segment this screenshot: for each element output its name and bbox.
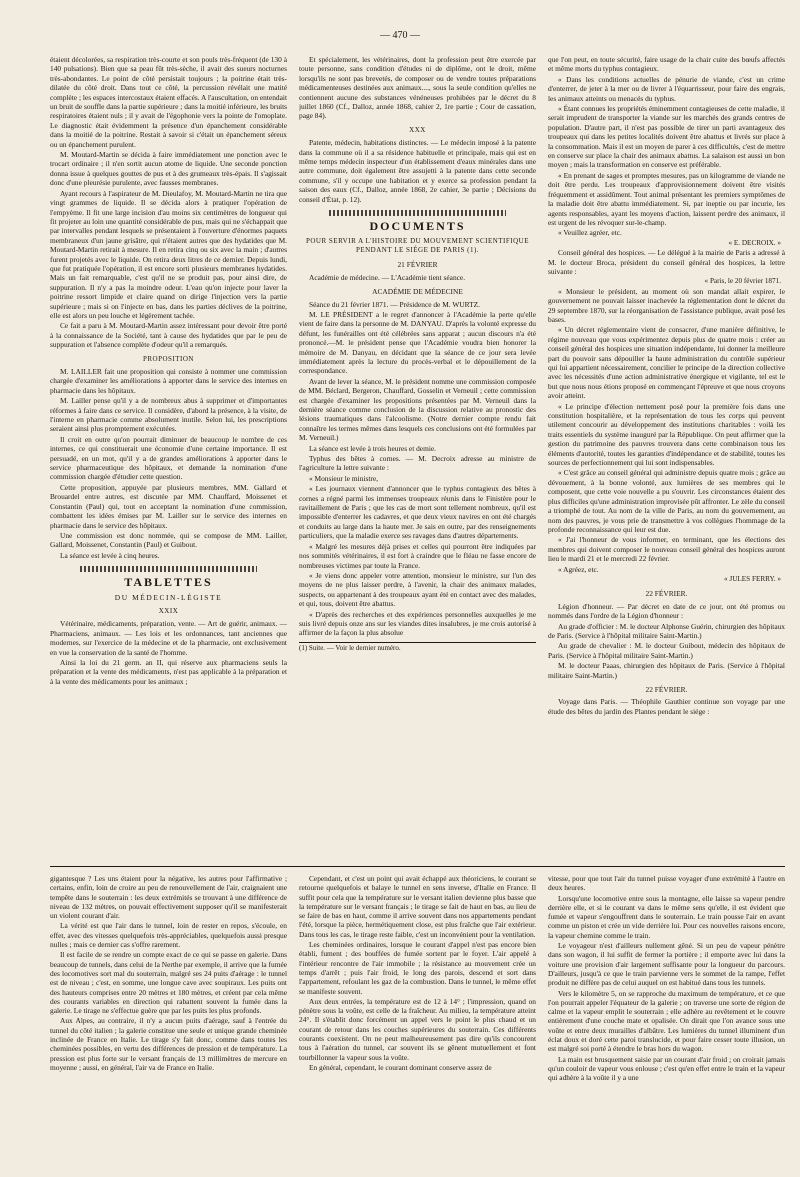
- paragraph: Aux deux entrées, la température est de 12 à 14° ; l'impression, quand on pénètre sous la voûte, est celle de la fraîcheur. Au milieu, la température atteint 24°. Il s'établit donc forcément un appel vers le point le plus chaud et un courant de retour dans les couches supérieures du souterrain. Ces différents courants coexistent. On ne peut malheureusement pas dire qu'ils concourent tous à l'aération du tunnel, car souvent ils se gênent mutuellement et font tourbillonner la vapeur sous la voûte.: [299, 996, 536, 1062]
- letter-date: « Paris, le 20 février 1871.: [704, 277, 781, 286]
- paragraph: La séance est levée à cinq heures.: [60, 550, 160, 560]
- section-number: XXX: [409, 125, 426, 134]
- paragraph: Il est facile de se rendre un compte exact de ce qui se passe en galerie. Dans beaucoup de tunnels, dans celui de la Nerthe par exemple, il arrive que la fumée des locomotives sort mal du souterrain, malgré ses 24 puits d'aérage : le tunnel est de niveau ; c'est, en somme, une longue cave avec soupiraux. Les puits ont des hauteurs comprises entre 20 mètres et 180 mètres, et créent par cela même des courants variables en direction qui rabattent souvent la fumée dans la galerie. Le tirage ne s'effectue guère que par les puits les plus profonds.: [50, 950, 287, 1016]
- paragraph: gigantesque ? Les uns étaient pour la négative, les autres pour l'affirmative ; certains, enfin, loin de croire au peu de renouvellement de l'air, craignaient une tempête dans le souterrain : les deux extrémités se trouvant à une différence de niveau de 132 mètres, on pouvait effectivement supposer qu'il se manifesterait un violent courant d'air.: [50, 874, 287, 921]
- paragraph: M. Lailler pense qu'il y a de nombreux abus à supprimer et d'importantes réformes à faire dans ce service. Il considère, d'abord la présence, à la visite, de l'interne en pharmacie comme absolument inutile. Selon lui, les prescriptions seraient ainsi plus promptement exécutées.: [50, 396, 287, 434]
- section-subheading: POUR SERVIR A L'HISTOIRE DU MOUVEMENT SCIENTIFIQUE PENDANT LE SIÉGE DE PARIS (1).: [305, 236, 529, 254]
- paragraph: « Dans les conditions actuelles de pénurie de viande, c'est un crime d'enterrer, de jeter à la mer ou de livrer à l'équarrisseur, pour faire des engrais, les animaux atteints ou menacés du typhus.: [548, 74, 785, 103]
- paragraph: Ayant recours à l'aspirateur de M. Dieulafoy, M. Moutard-Martin ne tira que vingt grammes de liquide. Il se décida alors à pratiquer l'opération de l'empyème. Il fit une large incision d'au moins six centimètres de longueur qui fit projeter au loin une quantité considérable de pus, mais qui ne s'échappait que par intervalles pendant lesquels se présentaient à l'ouverture d'énormes paquets membraneux d'un jaune grisâtre, qui n'étaient autres que des hydatides que M. Moutard-Martin retirait à mesure. Il en retira cinq ou six avec la main ; d'autres furent projetés avec le liquide. On retira deux litres de ce dernier. Depuis lundi, que fut pratiquée l'opération, il est encore sorti plusieurs membranes hydatides. Mais un fait remarquable, c'est qu'il ne se produit pas, pour ainsi dire, de suppuration. Il n'y a pas la moindre odeur. L'eau qu'on injecte pour laver la poitrine ressort limpide et claire quand on dirige l'injection vers la partie supérieure ; mais si on l'injecte en bas, dans les parties déclives de la poitrine, elle est alors un peu louche et légèrement tachée.: [50, 188, 287, 320]
- paragraph: « Malgré les mesures déjà prises et celles qui pourront être indiquées par nos sommités vétérinaires, il est fort à craindre que le fléau ne fasse encore de nombreuses victimes par toute la France.: [299, 541, 536, 570]
- paragraph: « Veuillez agréer, etc.: [558, 228, 622, 238]
- paragraph: Conseil général des hospices. — Le délégué à la mairie de Paris a adressé à M. le docteur Broca, président du conseil général des hospices, la lettre suivante :: [548, 248, 785, 276]
- paragraph: La vérité est que l'air dans le tunnel, loin de rester en repos, s'écoule, en effet, avec des vitesses quelquefois très-appréciables, quelquefois aussi presque nulles ; mais ce dernier cas s'offre rarement.: [50, 921, 287, 950]
- paragraph: Typhus des bêtes à cornes. — M. Decroix adresse au ministre de l'agriculture la lettre suivante :: [299, 454, 536, 473]
- paragraph: Légion d'honneur. — Par décret en date de ce jour, ont été promus ou nommés dans l'ordre de la Légion d'honneur :: [548, 601, 785, 621]
- section-heading-tablettes: TABLETTES: [124, 575, 213, 590]
- paragraph: « Un décret réglementaire vient de consacrer, d'une manière définitive, le régime nouveau que vous expérimentez depuis plus de quatre mois : créer au conseil général des hospices une situation indépendante, lui donner la meilleure part du pouvoir sans dépouiller la haute administration du contrôle supérieur qui lui appartient nécessairement, concilier le principe de la direction collective avec les nécessités d'une action administrative énergique et vigilante, tel est le but que nous nous étions proposé en commençant l'épreuve et que nous croyons avoir atteint.: [548, 325, 785, 401]
- paragraph: Il croit en outre qu'on pourrait diminuer de beaucoup le nombre de ces internes, ce qui constituerait une économie d'une certaine importance. Il est persuadé, en un mot, qu'il y a de grandes améliorations à apporter dans le service pharmaceutique des hôpitaux, et demande la nomination d'une commission chargée d'étudier cette question.: [50, 434, 287, 482]
- paragraph: « Les journaux viennent d'annoncer que le typhus contagieux des bêtes à cornes a régné parmi les immenses troupeaux réunis dans le Finistère pour le ravitaillement de Paris ; que les cas de mort sont tellement nombreux, qu'il est impossible d'enterrer les cadavres, et que deux vieux navires en ont été chargés et conduits au large dans la haute mer. Je sais en outre, par des renseignements particuliers, que la maladie exerce ses ravages dans d'autres départements.: [299, 484, 536, 541]
- horizontal-rule: [50, 866, 785, 867]
- section-number: XXIX: [158, 606, 179, 615]
- paragraph: La séance est levée à trois heures et demie.: [309, 443, 437, 453]
- paragraph: Le voyageur n'est d'ailleurs nullement gêné. Si un peu de vapeur pénètre dans son wagon, il lui suffit de fermer la portière ; il emporte avec lui dans la voiture une provision d'air largement suffisante pour la longueur du parcours. D'ailleurs, jusqu'à ce que le train parvienne vers le sommet de la rampe, l'effet produit ne diffère pas de celui auquel on est habitué dans tous les tunnels.: [548, 941, 785, 988]
- paragraph: La main est brusquement saisie par un courant d'air froid ; on croirait jamais qu'un couloir de vapeur vous enlouse ; c'est qu'en effet entre le train et la vapeur qui adhère à la voûte il y a une: [548, 1054, 785, 1083]
- paragraph: « Agréez, etc.: [558, 564, 599, 574]
- paragraph: Lorsqu'une locomotive entre sous la montagne, elle laisse sa vapeur pendre derrière elle, et si le courant va dans le même sens qu'elle, il est évident que fumée et vapeur s'engouffrent dans le souterrain. Le train pousse l'air en avant comme un piston et crée un vide derrière lui. Pour ces nouvelles raisons encore, la vapeur chemine comme le train.: [548, 893, 785, 940]
- paragraph: « Monsieur le ministre,: [309, 473, 378, 483]
- column-1: [50, 55, 287, 862]
- date-heading: 21 FÉVRIER: [397, 260, 438, 270]
- lower-column-2: [299, 874, 536, 1169]
- page-number: — 470 —: [380, 30, 420, 41]
- paragraph: Voyage dans Paris. — Théophile Gauthier continue son voyage par une étude des bêtes du jardin des Plantes pendant le siége :: [548, 697, 785, 716]
- signature: « E. DECROIX. »: [728, 238, 781, 247]
- paragraph: Cependant, et c'est un point qui avait échappé aux théoriciens, le courant se retourne quelquefois et balaye le tunnel en sens inverse, d'Italie en France. Il suffit pour cela que la température sur le versant italien devienne plus basse que la température sur le versant français ; le tirage se fait de haut en bas, au lieu de se faire de bas en haut, comme il arrive souvent dans nos appartements pendant l'été, lorsque la pièce, hermétiquement close, est plus fraîche que l'air extérieur. Dans tous les cas, le tirage reste faible, c'est un inconvénient pour la ventilation.: [299, 874, 536, 939]
- paragraph: M. LE PRÉSIDENT a le regret d'annoncer à l'Académie la perte qu'elle vient de faire dans la personne de M. DANYAU. D'après la volonté expresse du défunt, les funérailles ont été célébrées sans apparat ; aucun discours n'a été prononcé.—M. le président pense que l'Académie voudra bien honorer la mémoire de M. Danyau, en décidant que la séance de ce jour sera levée immédiatement après la lecture du procès-verbal et le dépouillement de la correspondance.: [299, 309, 536, 376]
- paragraph: « J'ai l'honneur de vous informer, en terminant, que les élections des membres qui doivent composer le nouveau conseil général des hospices auront lieu le mardi 21 et le mercredi 22 février.: [548, 535, 785, 564]
- ornament-divider: [329, 210, 506, 216]
- date-heading: 22 FÉVRIER.: [645, 589, 688, 599]
- paragraph: « Étant connues les propriétés éminemment contagieuses de cette maladie, il serait imprudent de transporter la viande sur les marchés des grands centres de population. D'autre part, il n'est pas possible de tirer un parti avantageux des troupeaux qui dans les petites localités doivent être abattus et livrés sur place à la consommation. Mais il est un moyen de parer à ces difficultés, c'est de mettre en conserve sur place la chair des animaux abattus. La salaison est aussi un bon moyen ; mais la transformation en conserve est préférable.: [548, 104, 785, 170]
- paragraph: M. LAILLER fait une proposition qui consiste à nommer une commission chargée d'examiner les améliorations à apporter dans le service des internes en pharmacie dans les hôpitaux.: [50, 367, 287, 395]
- paragraph: « Monsieur le président, au moment où son mandat allait expirer, le gouvernement ne pouvait laisser inachevée la réglementation dont le décret du 29 septembre 1870, sur la réorganisation de l'assistance publique, avait posé les bases.: [548, 286, 785, 324]
- paragraph: Ainsi la loi du 21 germ. an II, qui réserve aux pharmaciens seuls la préparation et la vente des médicaments, n'est pas applicable à la préparation et à la vente des médicaments pour les animaux ;: [50, 657, 287, 686]
- upper-columns: [50, 55, 785, 862]
- paragraph: Avant de lever la séance, M. le président nomme une commission composée de MM. Béclard, Bergeron, Chauffard, Gosselin et Verneuil ; cette commission est chargée d'examiner les propositions présentées par M. Verneuil dans la dernière séance comme conclusion de la discussion relative au pronostic des lésions traumatiques dans l'alcoolisme. (Notre dernier compte rendu fait connaître les termes mêmes dans lesquels ces conclusions ont été formulées par M. Verneuil.): [299, 376, 536, 443]
- paragraph: Patente, médecin, habitations distinctes. — Le médecin imposé à la patente dans la commune où il a sa résidence habituelle et principale, mais qui est en même temps médecin inspecteur d'un établissement d'eaux minérales dans une autre commune, doit également être assujetti à la patente dans cette seconde commune, s'il y occupe une habitation et y exerce sa profession pendant la saison des eaux (Cf., Dalloz, année 1868, 2e cahier, 3e partie ; Décisions du conseil d'État, p. 12).: [299, 138, 536, 204]
- paragraph: « Je viens donc appeler votre attention, monsieur le ministre, sur l'un des moyens de ne plus laisser perdre, à l'avenir, la chair des animaux malades, suspects, ou appartenant à des troupeaux ayant été en contact avec des malades, et qui, tous, doivent être abattus.: [299, 570, 536, 609]
- paragraph: Vétérinaire, médicaments, préparation, vente. — Art de guérir, animaux. — Pharmaciens, animaux. — Les lois et les ordonnances, tant anciennes que modernes, sur l'exercice de la médecine et de la pharmacie, ont exclusivement en vue la conservation de la santé de l'homme.: [50, 619, 287, 657]
- paragraph: « C'est grâce au conseil général qui administre depuis quatre mois ; grâce au dévouement, à la bonne volonté, aux lumières de ses membres qui le composent, que cette voie nouvelle a pu s'ouvrir. Les circonstances étaient des plus difficiles qu'une administration improvisée pût affronter. Le zèle du conseil a triomphé de tout. Au nom de la ville de Paris, au nom du gouvernement, au nom des pauvres, je vous prie de transmettre à vos collègues l'hommage de la profonde reconnaissance qui leur est due.: [548, 468, 785, 534]
- column-2: [299, 55, 536, 862]
- section-subheading: DU MÉDECIN-LÉGISTE: [114, 592, 223, 602]
- paragraph: Aux Alpes, au contraire, il n'y a aucun puits d'aérage, sauf à l'entrée du tunnel du côté italien ; la galerie constitue une seule et unique grande cheminée inclinée de France en Italie. Le tirage s'y fait donc, comme dans toutes les cheminées possibles, en vertu des différences de pression et de température. La pression est plus forte sur le versant français de 13 millimètres de mercure en moyenne ; aussi, en général, l'air va de France en Italie.: [50, 1016, 287, 1072]
- paragraph: M. Moutard-Martin se décida à faire immédiatement une ponction avec le trocart ordinaire ; il n'en sortit aucun atome de liquide. Une seconde ponction donna issue à quelques gouttes de pus et à des grumeaux très-épais. Il s'agissait donc d'une pleurésie purulente, avec fausses membranes.: [50, 150, 287, 188]
- section-heading-documents: DOCUMENTS: [369, 219, 466, 234]
- paragraph: Une commission est donc nommée, qui se compose de MM. Lailler, Gallard, Moissenet, Constantin (Paul) et Guibout.: [50, 530, 287, 550]
- paragraph: étaient décolorées, sa respiration très-courte et son pouls très-fréquent (de 130 à 140 pulsations). Bien que sa peau fût très-sèche, il avait des sueurs nocturnes très-abondantes. Le point de côté persistait toujours ; la poitrine était très-dilatée du côté droit. Dans tout ce côté, la percussion révélait une matité complète ; les espaces intercostaux étaient effacés. A l'auscultation, on entendait un bruit de souffle dans la partie supérieure ; dans la moitié inférieure, les bruits respiratoires étaient nuls ; il y avait de l'égophonie vers la pointe de l'omoplate. Le diagnostic était évidemment la présence d'un épanchement considérable dans la moitié de la poitrine. Restait à savoir si c'était un épanchement séreux ou un épanchement purulent.: [50, 55, 287, 149]
- paragraph: Ce fait a paru à M. Moutard-Martin assez intéressant pour devoir être porté à la connaissance de la Société, tant à cause des hydatides que par le peu de suppuration et l'absence complète d'odeur qu'il a remarqués.: [50, 321, 287, 350]
- paragraph: que l'on peut, en toute sécurité, faire usage de la chair cuite des bœufs affectés et même morts du typhus contagieux.: [548, 55, 785, 74]
- paragraph: Au grade de chevalier : M. le docteur Guibout, médecin des hôpitaux de Paris. (Service à l'hôpital militaire Saint-Martin.): [548, 641, 785, 660]
- footnote: (1) Suite. — Voir le dernier numéro.: [299, 642, 536, 653]
- paragraph: « En prenant de sages et promptes mesures, pas un kilogramme de viande ne doit être perdu. Les troupeaux d'approvisionnement doivent être visités fréquemment et assidûment. Tout animal présentant les premiers symptômes de la maladie doit être abattu immédiatement. Si, par ineptie ou par incurie, les agents responsables, ayant les moyens d'action, laissent perdre des animaux, il est urgent de les révoquer sur-le-champ.: [548, 170, 785, 227]
- lower-column-1: [50, 874, 287, 1169]
- date-heading: 22 FÉVRIER.: [645, 685, 688, 694]
- column-3: [548, 55, 785, 862]
- paragraph: En général, cependant, le courant dominant conserve assez de: [309, 1062, 492, 1072]
- paragraph: Au grade d'officier : M. le docteur Alphonse Guérin, chirurgien des hôpitaux de Paris. (Service à l'hôpital militaire Saint-Martin.): [548, 621, 785, 640]
- ornament-divider: [80, 566, 257, 572]
- paragraph: Séance du 21 février 1871. — Présidence de M. WURTZ.: [309, 299, 480, 309]
- paragraph: M. le docteur Paaas, chirurgien des hôpitaux de Paris. (Service à l'hôpital militaire Saint-Martin.): [548, 661, 785, 680]
- lower-column-3: [548, 874, 785, 1169]
- paragraph: « D'après des recherches et des expériences personnelles auxquelles je me suis livré depuis onze ans sur les viandes dites insalubres, je me crois autorisé à affirmer de la façon la plus absolue: [299, 609, 536, 638]
- paragraph: Les cheminées ordinaires, lorsque le courant d'appel n'est pas encore bien établi, fument ; des bouffées de fumée sortent par le foyer. L'air appelé à l'intérieur rencontre de l'air immobile ; la résistance au mouvement crée un temps d'arrêt ; puis l'air froid, le long des parois, descend et sort dans l'appartement, refoulant les gaz de la combustion. Dans le tunnel, le même effet se manifeste souvent.: [299, 940, 536, 996]
- section-heading-proposition: PROPOSITION: [142, 354, 194, 363]
- paragraph: Et spécialement, les vétérinaires, dont la profession peut être exercée par toute personne, sans condition d'études ni de diplôme, ont le droit, même lorsqu'ils ne sont pas brevetés, de composer ou de vendre toutes préparations médicamenteuses destinées aux animaux...., sous la seule condition qu'elles ne contiennent aucune des substances vénéneuses prohibées par le décret du 8 juillet 1860 (Cf., Dalloz, année 1868, cahier 2, 1re partie ; Cour de cassation, page 84).: [299, 55, 536, 121]
- signature: « JULES FERRY. »: [724, 574, 781, 583]
- paragraph: Vers le kilomètre 5, on se rapproche du maximum de température, et ce que l'on pourrait appeler l'équateur de la galerie ; on traverse une sorte de région de calme et la vapeur emplit le souterrain ; elle adhère au revêtement et le couvre entièrement d'une couche mate et opalisée. On dirait que l'on avance sous une voûte et entre deux murailles d'albâtre. Les lumières du tunnel illuminent d'un éclat doux et doré cette paroi translucide, et pour faire cesser toute illusion, on est malgré soi porté à étendre le bras hors du wagon.: [548, 988, 785, 1054]
- paragraph: vitesse, pour que tout l'air du tunnel puisse voyager d'une extrémité à l'autre en deux heures.: [548, 874, 785, 893]
- paragraph: Académie de médecine. — L'Académie tient séance.: [309, 272, 466, 282]
- lower-columns: [50, 874, 785, 1169]
- paragraph: « Le principe d'élection nettement posé pour la première fois dans une constitution hospitalière, et la représentation de tous les corps qui peuvent utilement concourir au développement des institutions charitables : voilà les traits essentiels du système inauguré par la République. On peut affirmer que la gestion du patrimoine des pauvres trouvera dans cette combinaison tous les éléments d'autorité, toutes les garanties d'indépendance et de stabilité, toutes les sources de perfectionnement qui lui sont indispensables.: [548, 401, 785, 468]
- paragraph: Cette proposition, appuyée par plusieurs membres, MM. Gallard et Brouardel entre autres, est discutée par MM. Chauffard, Moissenet et Constantin (Paul) qui, tout en acceptant la nomination d'une commission, combattent les idées émises par M. Lailler sur le service des internes en pharmacie dans le service des hôpitaux.: [50, 482, 287, 530]
- section-heading-academie: ACADÉMIE DE MÉDECINE: [372, 287, 463, 297]
